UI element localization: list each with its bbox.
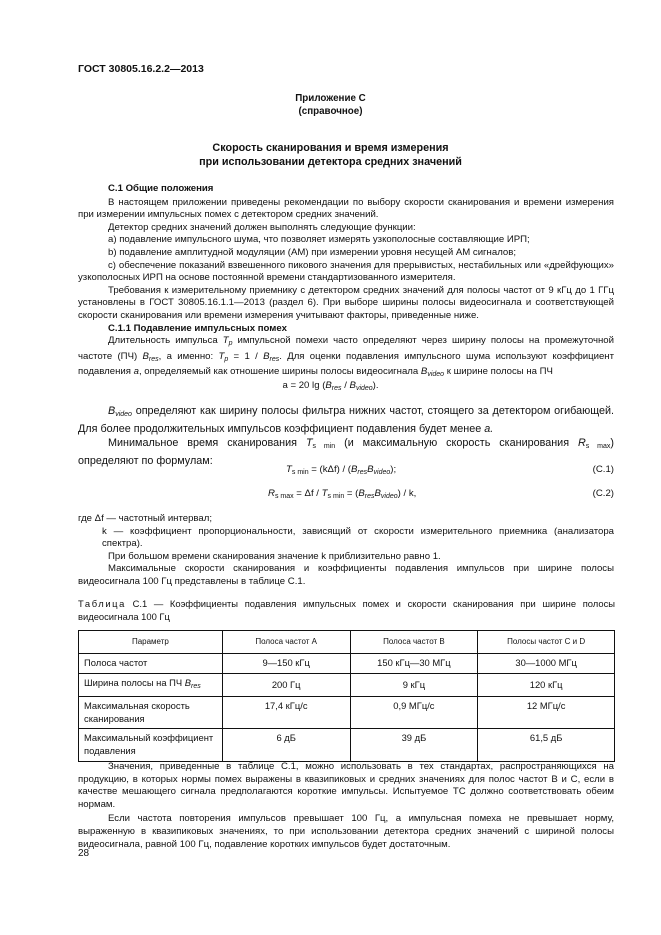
table-cell: 12 МГц/с	[478, 697, 615, 729]
table-cell: Максимальный коэффициент подавления	[79, 729, 223, 761]
table-caption: Таблица С.1 — Коэффициенты подавления импульсных помех и скорости сканирования при ширине полосы видеосигнала 100 Гц	[78, 598, 615, 622]
section-heading: С.1 Общие положения	[108, 183, 214, 194]
column-header: Полоса частот В	[350, 631, 478, 654]
table-row	[79, 654, 615, 674]
paragraph: Длительность импульса $T_p$ импульсной помехи часто определяют через ширину полосы на промежуточной частоте (ПЧ) $B_{res}$, а именно: $T_p = 1 / B_{res}$. Для оценки подавления импульсного шума используют коэффициент подавления a, определяемый как отношение ширины полосы видеосигнала $B_{video}$ к ширине полосы на ПЧ	[78, 335, 614, 379]
table-cell: 9—150 кГц	[222, 654, 350, 674]
table-cell: Максимальная скорость сканирования	[79, 697, 223, 729]
table-cell: 200 Гц	[222, 673, 350, 697]
paragraph: Если частота повторения импульсов превышает 100 Гц, а импульсная помеха не превышает норму, выраженную в квазипиковых значениях, то при использовании детектора средних значений с шириной полосы видеосигнала, равной 100 Гц, подавление коротких импульсов будет достаточным.	[78, 813, 614, 850]
equation-number: (С.1)	[592, 464, 614, 475]
appendix-type: (справочное)	[298, 106, 363, 117]
table-cell: 30—1000 МГц	[478, 654, 615, 674]
heading-line-1: Скорость сканирования и время измерения	[212, 142, 449, 154]
paragraph: Детектор средних значений должен выполнять следующие функции:	[108, 221, 416, 233]
heading-line-2: при использовании детектора средних значений	[199, 156, 462, 168]
subsection-heading: С.1.1 Подавление импульсных помех	[108, 322, 287, 334]
paragraph: Минимальное время сканирования Ts min (и максимальную скорость сканирования Rs max) определяют по формулам:	[78, 437, 614, 467]
paragraph: Максимальные скорости сканирования и коэффициенты подавления импульсов при ширине полосы видеосигнала 100 Гц представлены в таблице С.1.	[78, 563, 614, 587]
table-cell: 9 кГц	[350, 673, 478, 697]
definitions	[78, 513, 614, 589]
closing-text	[78, 761, 614, 851]
table-header-row	[79, 631, 615, 654]
paragraph: В настоящем приложении приведены рекомендации по выбору скорости сканирования и времени измерения при измерении импульсных помех с детектором средних значений.	[78, 196, 614, 221]
formula-a: a = 20 $\lg (B_{res} / B_{video})$.	[282, 380, 379, 392]
equation-c1: $T_{s min} = (k\Delta f) / (B_{res}B_{video})$;	[286, 464, 397, 476]
paragraph: $B_{video}$ определяют как ширину полосы фильтра нижних частот, стоящего за детектором огибающей. Для более продолжительных импульсов коэффициент подавления будет менее a.	[78, 405, 614, 435]
table-row	[79, 697, 615, 729]
page-number: 28	[78, 848, 90, 859]
column-header: Полоса частот А	[222, 631, 350, 654]
paragraph: Требования к измерительному приемнику с детектором средних значений для полосы частот от 9 кГц до 1 ГГц установлены в ГОСТ 30805.16.1.1—2013 (раздел 6). При выборе ширины полосы видеосигнала и соответствующей скорости сканирования или времени измерения учитывают факторы, приведенные ниже.	[78, 284, 614, 321]
table-cell: 61,5 дБ	[478, 729, 615, 761]
appendix-label	[0, 92, 661, 118]
section-c11-cont	[78, 404, 614, 468]
table-cell: 6 дБ	[222, 729, 350, 761]
equation-c2: $R_{s max} = \Delta f / T_{s min} = (B_{res}B_{video}) / k$,	[268, 488, 417, 500]
list-item: b) подавление амплитудной модуляции (АМ) при измерении уровня несущей АМ сигналов;	[108, 246, 516, 258]
table-cell: Ширина полосы на ПЧ $B_{res}$	[79, 673, 223, 697]
paragraph: При большом времени сканирования значение k приблизительно равно 1.	[108, 550, 441, 562]
table-row	[79, 673, 615, 697]
column-header: Параметр	[79, 631, 223, 654]
list-item: а) подавление импульсного шума, что позволяет измерять узкополосные составляющие ИРП;	[108, 234, 530, 246]
table-cell: 0,9 МГц/с	[350, 697, 478, 729]
document-header: ГОСТ 30805.16.2.2—2013	[78, 63, 204, 75]
list-item: c) обеспечение показаний взвешенного пикового значения для прерывистых, нестабильных или «дрейфующих» узкополосных ИРП на основе постоянной времени стандартизованного измерителя.	[78, 259, 614, 284]
table-cell: 120 кГц	[478, 673, 615, 697]
definition-item: k — коэффициент пропорциональности, зависящий от скорости измерительного приемника (анализатора спектра).	[102, 525, 614, 550]
paragraph: Значения, приведенные в таблице С.1, можно использовать в тех стандартах, распространяющихся на продукцию, в которых нормы помех выражены в квазипиковых и средних значениях для полос частот В и С, если в качестве мешающего сигнала предполагаются короткие импульсы. Испытуемое ТС должно соответствовать обеим нормам.	[78, 761, 614, 810]
appendix-heading	[0, 141, 661, 169]
table-cell: Полоса частот	[79, 654, 223, 674]
definition-item: где Δf — частотный интервал;	[78, 513, 213, 524]
section-c1	[78, 183, 614, 382]
column-header: Полосы частот С и D	[478, 631, 615, 654]
table-row	[79, 729, 615, 761]
table-c1	[78, 630, 615, 762]
table-cell: 17,4 кГц/с	[222, 697, 350, 729]
table-cell: 39 дБ	[350, 729, 478, 761]
appendix-title: Приложение С	[295, 93, 366, 104]
table-cell: 150 кГц—30 МГц	[350, 654, 478, 674]
equation-number: (С.2)	[592, 488, 614, 499]
